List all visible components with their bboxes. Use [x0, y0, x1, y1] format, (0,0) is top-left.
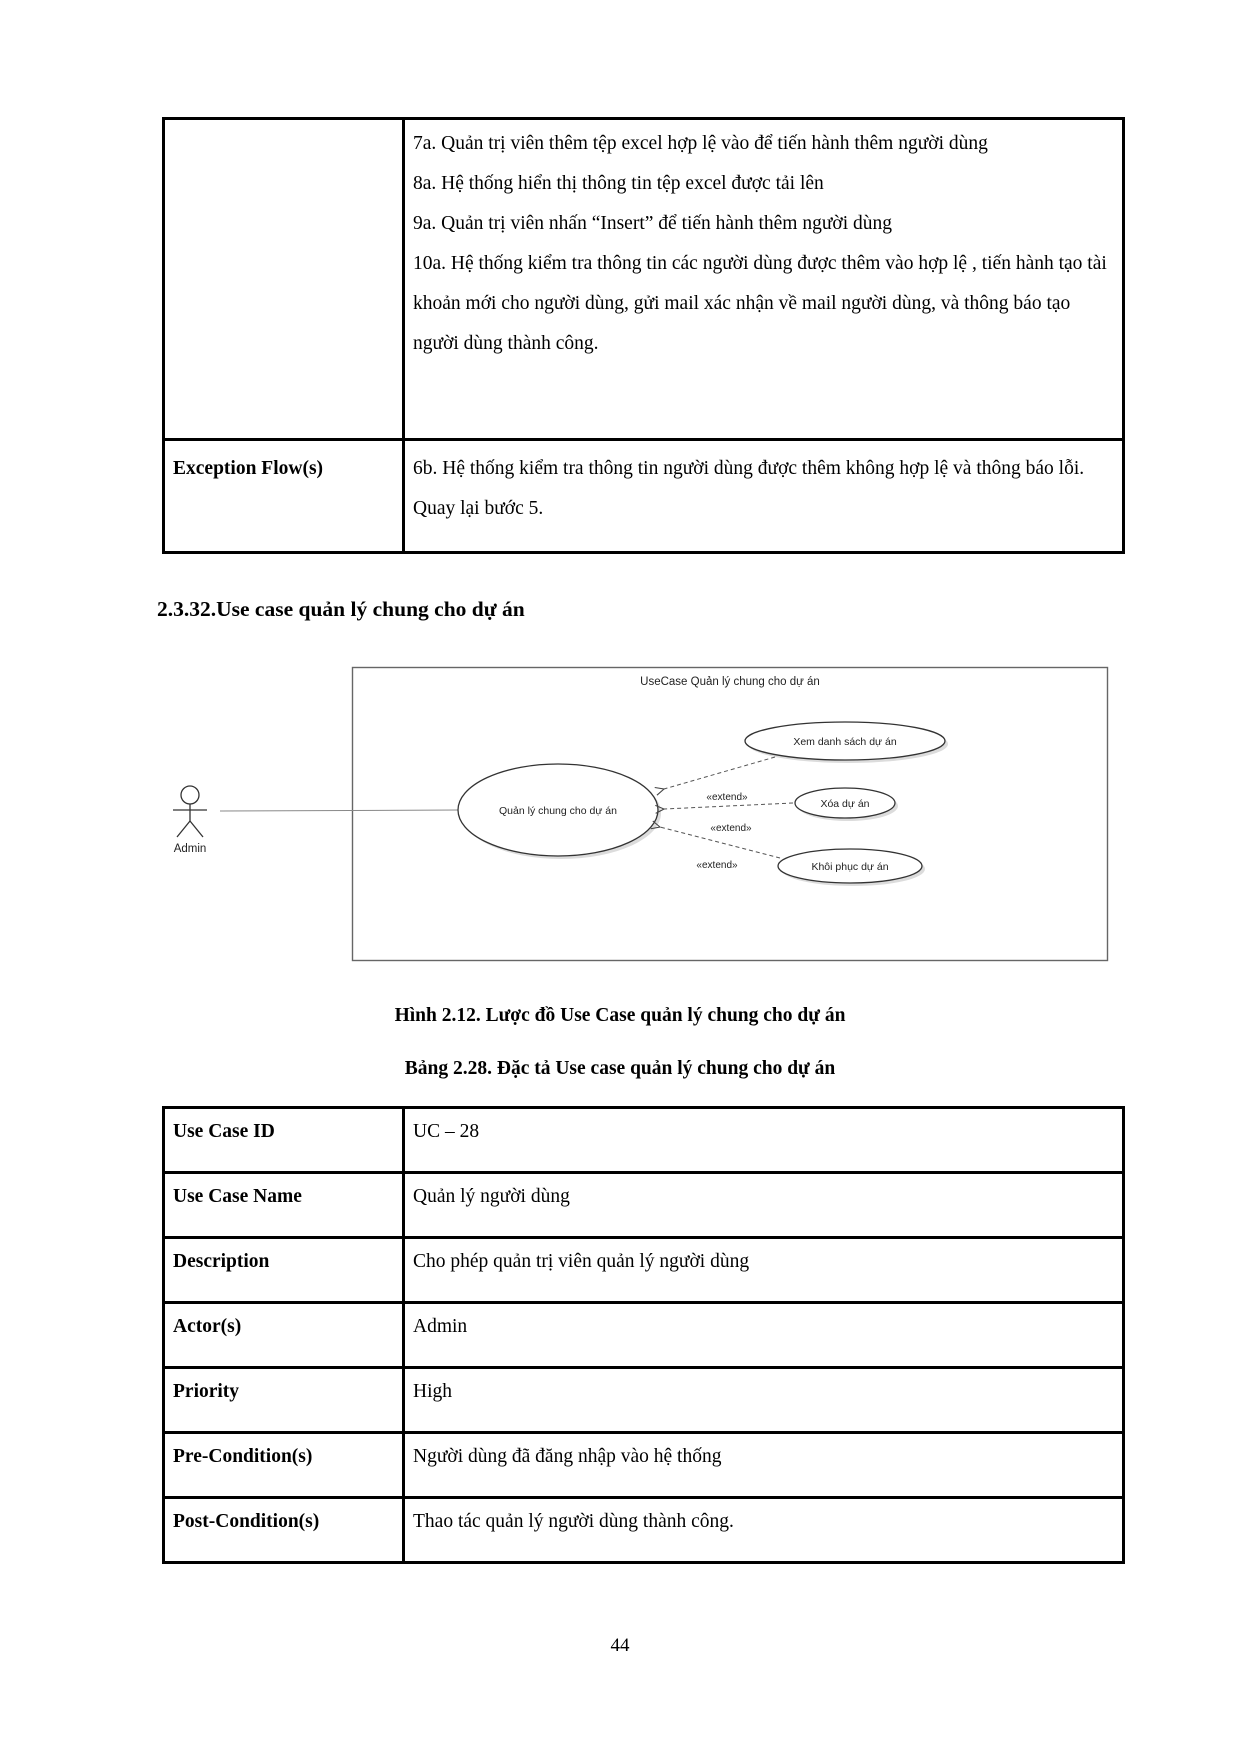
- spec-row-value: Người dùng đã đăng nhập vào hệ thống: [404, 1433, 1124, 1498]
- exception-flow-text: 6b. Hệ thống kiểm tra thông tin người dùng được thêm không hợp lệ và thông báo lỗi. Quay lại bước 5.: [404, 440, 1124, 553]
- alt-flow-item: 10a. Hệ thống kiểm tra thông tin các người dùng được thêm vào hợp lệ , tiến hành tạo tài khoản mới cho người dùng, gửi mail xác nhận về mail người dùng, và thông báo tạo người dùng thành công.: [413, 253, 1107, 354]
- table-row: [164, 1238, 1124, 1303]
- spec-row-label: Post-Condition(s): [164, 1498, 404, 1563]
- spec-row-value: Admin: [404, 1303, 1124, 1368]
- spec-row-label: Description: [164, 1238, 404, 1303]
- spec-row-label: Use Case Name: [164, 1173, 404, 1238]
- spec-row-value: Quản lý người dùng: [404, 1173, 1124, 1238]
- use-case-label: Xem danh sách dự án: [793, 736, 897, 748]
- table-row: [164, 1498, 1124, 1563]
- table-caption: Bảng 2.28. Đặc tả Use case quản lý chung cho dự án: [404, 1058, 836, 1079]
- exception-flow-label: Exception Flow(s): [164, 440, 404, 553]
- page-number: 44: [610, 1635, 630, 1656]
- diagram-title: UseCase Quản lý chung cho dự án: [640, 676, 820, 688]
- stereotype-label: «extend»: [706, 792, 748, 803]
- spec-row-label: Pre-Condition(s): [164, 1433, 404, 1498]
- section-heading: 2.3.32.Use case quản lý chung cho dự án: [157, 597, 525, 621]
- main-use-case-label: Quản lý chung cho dự án: [499, 805, 617, 817]
- use-case-spec-table: [162, 1106, 1125, 1564]
- actor-icon: [173, 786, 207, 837]
- actor-label: Admin: [173, 843, 207, 855]
- spec-row-value: Cho phép quản trị viên quản lý người dùng: [404, 1238, 1124, 1303]
- table-row: [164, 1303, 1124, 1368]
- table-row: [164, 1173, 1124, 1238]
- spec-row-label: Priority: [164, 1368, 404, 1433]
- flow-empty-label-cell: [164, 119, 404, 440]
- figure-caption: Hình 2.12. Lược đồ Use Case quản lý chung cho dự án: [394, 1005, 846, 1026]
- use-case-label: Khôi phục dự án: [811, 861, 889, 873]
- table-row: [164, 1108, 1124, 1173]
- alt-flow-item: 9a. Quản trị viên nhấn “Insert” để tiến hành thêm người dùng: [413, 213, 892, 234]
- spec-row-value: UC – 28: [404, 1108, 1124, 1173]
- spec-row-value: Thao tác quản lý người dùng thành công.: [404, 1498, 1124, 1563]
- use-case-label: Xóa dự án: [820, 798, 870, 810]
- spec-row-value: High: [404, 1368, 1124, 1433]
- spec-row-label: Use Case ID: [164, 1108, 404, 1173]
- stereotype-label: «extend»: [696, 860, 738, 871]
- alt-flow-item: 8a. Hệ thống hiển thị thông tin tệp excel được tải lên: [413, 173, 824, 194]
- table-row: [164, 1433, 1124, 1498]
- alternate-flow-cell: [404, 119, 1124, 440]
- stereotype-label: «extend»: [710, 823, 752, 834]
- spec-row-label: Actor(s): [164, 1303, 404, 1368]
- alt-flow-item: 7a. Quản trị viên thêm tệp excel hợp lệ vào để tiến hành thêm người dùng: [413, 133, 988, 154]
- use-case-diagram: [140, 660, 1120, 970]
- use-case-flow-table: [162, 117, 1125, 554]
- table-row: [164, 1368, 1124, 1433]
